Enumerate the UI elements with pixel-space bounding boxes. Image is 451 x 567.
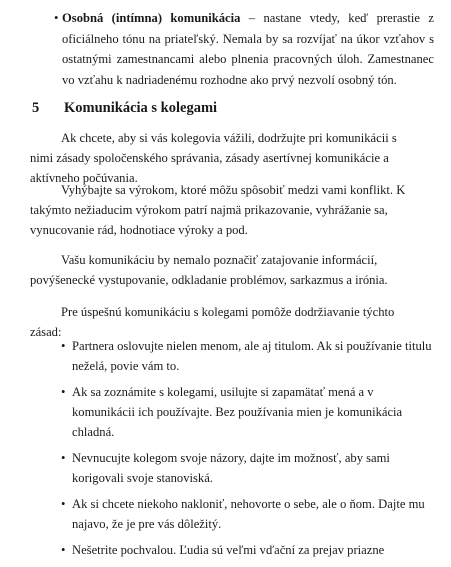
bullet-marker: • [61,450,66,465]
list-item: • Nešetrite pochvalou. Ľudia sú veľmi vďační za prejav priazne [72,541,432,561]
top-bullet-item [54,8,434,90]
guidelines-list [61,337,432,567]
section-number: 5 [32,100,40,116]
list-item: • Ak si chcete niekoho nakloniť, nehovorte o sebe, ale o ňom. Dajte mu najavo, že je pre vás dôležitý. [61,497,425,531]
bullet-bold-lead: Osobná (intímna) komunikácia [62,11,241,25]
bullet-marker: • [61,339,66,353]
paragraph: Vyhýbajte sa výrokom, ktoré môžu spôsobiť medzi vami konflikt. K takýmto nežiaducim výrokom patrí najmä prikazovanie, vyhrážanie sa, vynucovanie rád, hodnotiace výroky a pod. [30,183,406,237]
list-item: • Partnera oslovujte nielen menom, ale aj titulom. Ak si používanie titulu neželá, povie vám to. [61,339,432,373]
list-item: • Ak sa zoznámite s kolegami, usilujte si zapamätať mená a v komunikácii ich používajte. Bez používania mien je komunikácia chladná. [61,385,403,439]
bullet-marker: • [61,497,66,512]
paragraph: Pre úspešnú komunikáciu s kolegami pomôže dodržiavanie týchto zásad: [30,305,395,339]
bullet-marker: • [54,11,59,25]
paragraph: Vašu komunikáciu by nemalo poznačiť zatajovanie informácií, povýšenecké vystupovanie, odkladanie problémov, sarkazmus a irónia. [30,253,388,287]
paragraph: Ak chcete, aby si vás kolegovia vážili, dodržujte pri komunikácii s nimi zásady spoločenského správania, zásady asertívnej komunikácie a aktívneho počúvania. [30,131,397,185]
section-heading [32,100,217,117]
list-item: • Nevnucujte kolegom svoje názory, dajte im možnosť, aby sami korigovali svoje stanoviská. [61,450,390,485]
bullet-marker: • [61,543,66,558]
bullet-text: – nastane vtedy, keď prerastie z oficiálneho tónu na priateľský. Nemala by sa rozvíjať na úkor vzťahov s ostatnými zamestnancami alebo plnenia pracovných úloh. Zamestnanec vo vzťahu k nadriadenému rozhodne ako prvý nezvolí osobný tón. [62,11,434,87]
bullet-marker: • [61,385,66,400]
section-title: Komunikácia s kolegami [64,100,218,116]
